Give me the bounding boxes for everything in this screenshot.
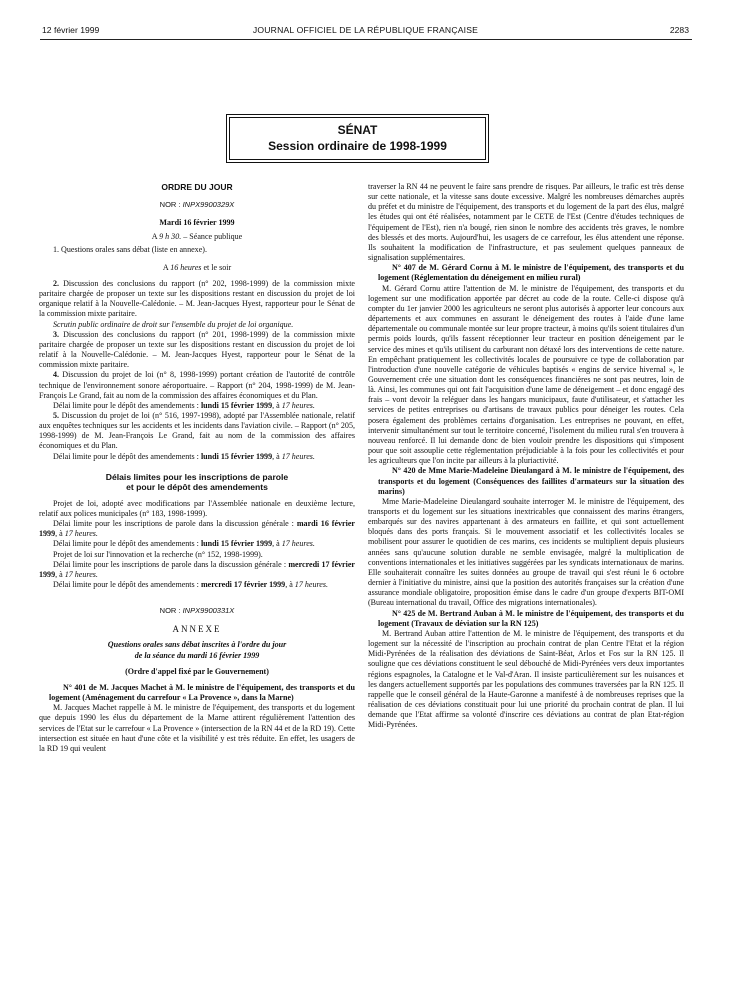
question-401-continued: traverser la RN 44 ne peuvent le faire sans prendre de risques. Par ailleurs, le trafic est très dense sur cette nationale, et la vitesse sans doute excessive. Malgré les nombreuses démarches auprès du préfet et du ministre de l'équipement, des transports et du logement de la part des élus, malgré les études qui ont été réalisées, notamment par le CETE de l'Est (Centre d'études techniques de l'équipement de l'Est), rien n'a bougé, rien sinon le nombre des accidents très graves, le nombre des blessés et des morts. Aujourd'hui, les usagers de ce carrefour, les élus attendent une réponse. Ils souhaitent la modification de l'infrastructure, et pas seulement quelques panneaux de signalisation supplémentaires. <box>368 182 684 263</box>
question-401-body: M. Jacques Machet rappelle à M. le ministre de l'équipement, des transports et du logement que depuis 1990 les élus du département de la Marne attirent régulièrement l'attention des services de l'Etat sur le carrefour « La Provence » (intersection de la RN 44 et de la RD 19). Cette intersection est située en haut d'une côte et la visibilité y est très réduite. En effet, les usagers de la RD 19 qui veulent <box>39 703 355 753</box>
agenda-item-5: 5. Discussion du projet de loi (n° 516, 1997-1998), adopté par l'Assemblée nationale, relatif aux enquêtes techniques sur les accidents et les incidents dans l'aviation civile. – Rapport (n° 205, 1998-1999) de M. Jean-François Le Grand, fait au nom de la commission des affaires économiques et du Plan. <box>39 410 355 451</box>
agenda-item-2: 2. Discussion des conclusions du rapport (n° 202, 1998-1999) de la commission mixte paritaire chargée de proposer un texte sur les dispositions restant en discussion du projet de loi organique relatif à la Nouvelle-Calédonie. – M. Jean-Jacques Hyest, rapporteur pour le Sénat de la commission mixte paritaire. <box>39 278 355 319</box>
delais-heading: Délais limites pour les inscriptions de parole et pour le dépôt des amendements <box>105 471 289 493</box>
right-column <box>368 182 684 730</box>
delais-text-4: Projet de loi sur l'innovation et la recherche (n° 152, 1998-1999). <box>53 549 263 559</box>
seance-time: A 9 h 30. – Séance publique <box>151 232 243 242</box>
agenda-item-2-scrutin: Scrutin public ordinaire de droit sur l'ensemble du projet de loi organique. <box>53 319 294 329</box>
annexe-subtitle-1: Questions orales sans débat inscrites à l'ordre du jour <box>107 640 287 650</box>
question-425-body: M. Bertrand Auban attire l'attention de M. le ministre de l'équipement, des transports et du logement sur la nécessité de l'inscription au prochain contrat de plan Centre l'Etat et la région Midi-Pyrénées de la réalisation des déviations de Saint-Béat, Arlos et Fos sur la RN 125. Il souligne que ces déviations constituent le seul débouché de Midi-Pyrénées vers deux importantes régions espagnoles, la Catalogne et le Val-d'Aran. Il insiste particulièrement sur les nuisances et les dangers actuellement supportés par les populations des communes traversées par la RN 125. Il rappelle que le conseil général de la Haute-Garonne a manifesté à de nombreuses reprises que la réalisation de ces déviations constituait pour lui une priorité du prochain contrat de plan. Il lui demande que l'Etat affirme sa volonté d'inscrire ces déviations au contrat de plan Etat-région Midi-Pyrénées. <box>368 628 684 730</box>
question-401-title: N° 401 de M. Jacques Machet à M. le ministre de l'équipement, des transports et du logement (Aménagement du carrefour « La Provence », dans la Marne) <box>49 682 355 703</box>
title-box <box>229 117 486 160</box>
ordre-du-jour-heading: ORDRE DU JOUR <box>161 182 233 192</box>
question-420-body: Mme Marie-Madeleine Dieulangard souhaite interroger M. le ministre de l'équipement, des transports et du logement sur les situations inextricables que connaissent des marins étrangers, embarqués sur des navires appartenant à des armateurs en faillite, et qui sont actuellement bloqués dans des ports français. Si le mouvement associatif et les collectivités locales se mobilisent pour assurer le quotidien de ces marins, ces incidents se multiplient depuis plusieurs années sans qu'aucune solution durable ne semble envisagée, malgré la multiplication de conventions internationales et les initiatives suggérées par les syndicats internationaux de marins. Elle souhaiterait connaître les suites données au groupe de travail qui s'est réuni le 6 octobre dernier à l'initiative du ministre, ainsi que la position des autorités françaises sur la création d'une assurance mondiale obligatoire, proposition émise dans le cadre d'un groupe d'experts BIT-OMI (Bureau international du travail, Office des migrations internationales). <box>368 496 684 608</box>
agenda-item-4: 4. Discussion du projet de loi (n° 8, 1998-1999) portant création de l'autorité de contrôle technique de l'environnement sonore aéroportuaire. – Rapport (n° 204, 1998-1999) de M. Jean-François Le Grand, fait au nom de la commission des affaires économiques et du Plan. <box>39 370 355 400</box>
header-date: 12 février 1999 <box>42 25 100 35</box>
annexe-subtitle-2: de la séance du mardi 16 février 1999 <box>134 650 260 660</box>
question-425-title: N° 425 de M. Bertrand Auban à M. le ministre de l'équipement, des transports et du logement (Travaux de déviation sur la RN 125) <box>378 608 684 628</box>
question-407-body: M. Gérard Cornu attire l'attention de M. le ministre de l'équipement, des transports et du logement sur une modification apportée par décret au code de la route. Celle-ci dispose qu'à compter du 1er janvier 2000 les agriculteurs ne seront plus autorisés à apporter leur concours aux départements et aux communes en assurant le déneigement des routes à l'aide d'une lame départementale ou communale montée sur leur propre tracteur, à moins qu'ils soient titulaires d'un permis poids lourds, qu'ils fassent réceptionner leur tracteur en position déneigement par le service des mines et qu'ils utilisent du carburant non détaxé lors des interventions de cette nature. En empêchant pratiquement les collectivités locales de poursuivre ce type de collaboration par l'introduction d'une nouvelle catégorie de véhicules baptisés « engins de service hivernal », le Gouvernement crée une situation dont les conséquences financières ne sont pas neutres, loin de là. Ainsi, les communes qui ont fait l'acquisition d'une lame de déneigement – et donc engagé des frais – vont devoir la reléguer dans les hangars municipaux, faute d'utilisateur, et s'attacher les services de petites entreprises ou d'artisans de travaux publics pour déneiger les routes. Cela posera également des problèmes certains d'organisation. Les entreprises ne pouvant, en effet, intervenir simultanément sur tout le territoire concerné, l'isolement du milieu rural s'en trouvera à nouveau renforcé. Il lui demande donc de bien vouloir prendre les dispositions qui s'imposent pour que soit assouplie cette réglementation préjudiciable à la fois pour les collectivités et pour les agriculteurs que l'on incite par ailleurs à la pluriactivité. <box>368 283 684 466</box>
delais-text-1: Projet de loi, adopté avec modifications par l'Assemblée nationale en deuxième lecture, relatif aux polices municipales (n° 183, 1998-1999). <box>39 498 355 518</box>
annexe-heading: ANNEXE <box>172 624 222 635</box>
header-rule <box>40 39 692 40</box>
delais-text-5: Délai limite pour les inscriptions de parole dans la discussion générale : mercredi 17 février 1999, à 17 heures. <box>39 559 355 579</box>
running-header <box>0 25 731 39</box>
journal-title: JOURNAL OFFICIEL DE LA RÉPUBLIQUE FRANÇAISE <box>252 25 479 35</box>
delais-text-2: Délai limite pour les inscriptions de parole dans la discussion générale : mardi 16 février 1999, à 17 heures. <box>39 519 355 539</box>
left-column <box>39 182 355 754</box>
delais-text-3: Délai limite pour le dépôt des amendements : lundi 15 février 1999, à 17 heures. <box>53 539 315 549</box>
page-number: 2283 <box>669 25 689 35</box>
session-date: Mardi 16 février 1999 <box>159 218 235 228</box>
agenda-item-3: 3. Discussion des conclusions du rapport (n° 201, 1998-1999) de la commission mixte paritaire chargée de proposer un texte sur les dispositions restant en discussion du projet de loi relatif à la Nouvelle-Calédonie. – M. Jean-Jacques Hyest, rapporteur pour le Sénat de la commission mixte paritaire. <box>39 329 355 370</box>
title-senat: SÉNAT <box>337 123 378 137</box>
afternoon-time: A 16 heures et le soir <box>162 262 232 272</box>
title-session: Session ordinaire de 1998-1999 <box>268 139 447 153</box>
nor-reference-2: NOR : INPX9900331X <box>159 606 235 616</box>
question-407-title: N° 407 de M. Gérard Cornu à M. le ministre de l'équipement, des transports et du logement (Réglementation du déneigement en milieu rural) <box>378 263 684 283</box>
agenda-item-4-delai: Délai limite pour le dépôt des amendements : lundi 15 février 1999, à 17 heures. <box>53 400 315 410</box>
ordre-appel: (Ordre d'appel fixé par le Gouvernement) <box>125 666 269 676</box>
nor-reference: NOR : INPX9900329X <box>159 200 235 210</box>
delais-text-6: Délai limite pour le dépôt des amendements : mercredi 17 février 1999, à 17 heures. <box>53 580 329 589</box>
agenda-item-1: 1. Questions orales sans débat (liste en annexe). <box>53 244 207 254</box>
agenda-item-5-delai: Délai limite pour le dépôt des amendements : lundi 15 février 1999, à 17 heures. <box>53 451 315 461</box>
question-420-title: N° 420 de Mme Marie-Madeleine Dieulangard à M. le ministre de l'équipement, des transports et du logement (Conséquences des faillites d'armateurs sur la situation des marins) <box>378 466 684 496</box>
